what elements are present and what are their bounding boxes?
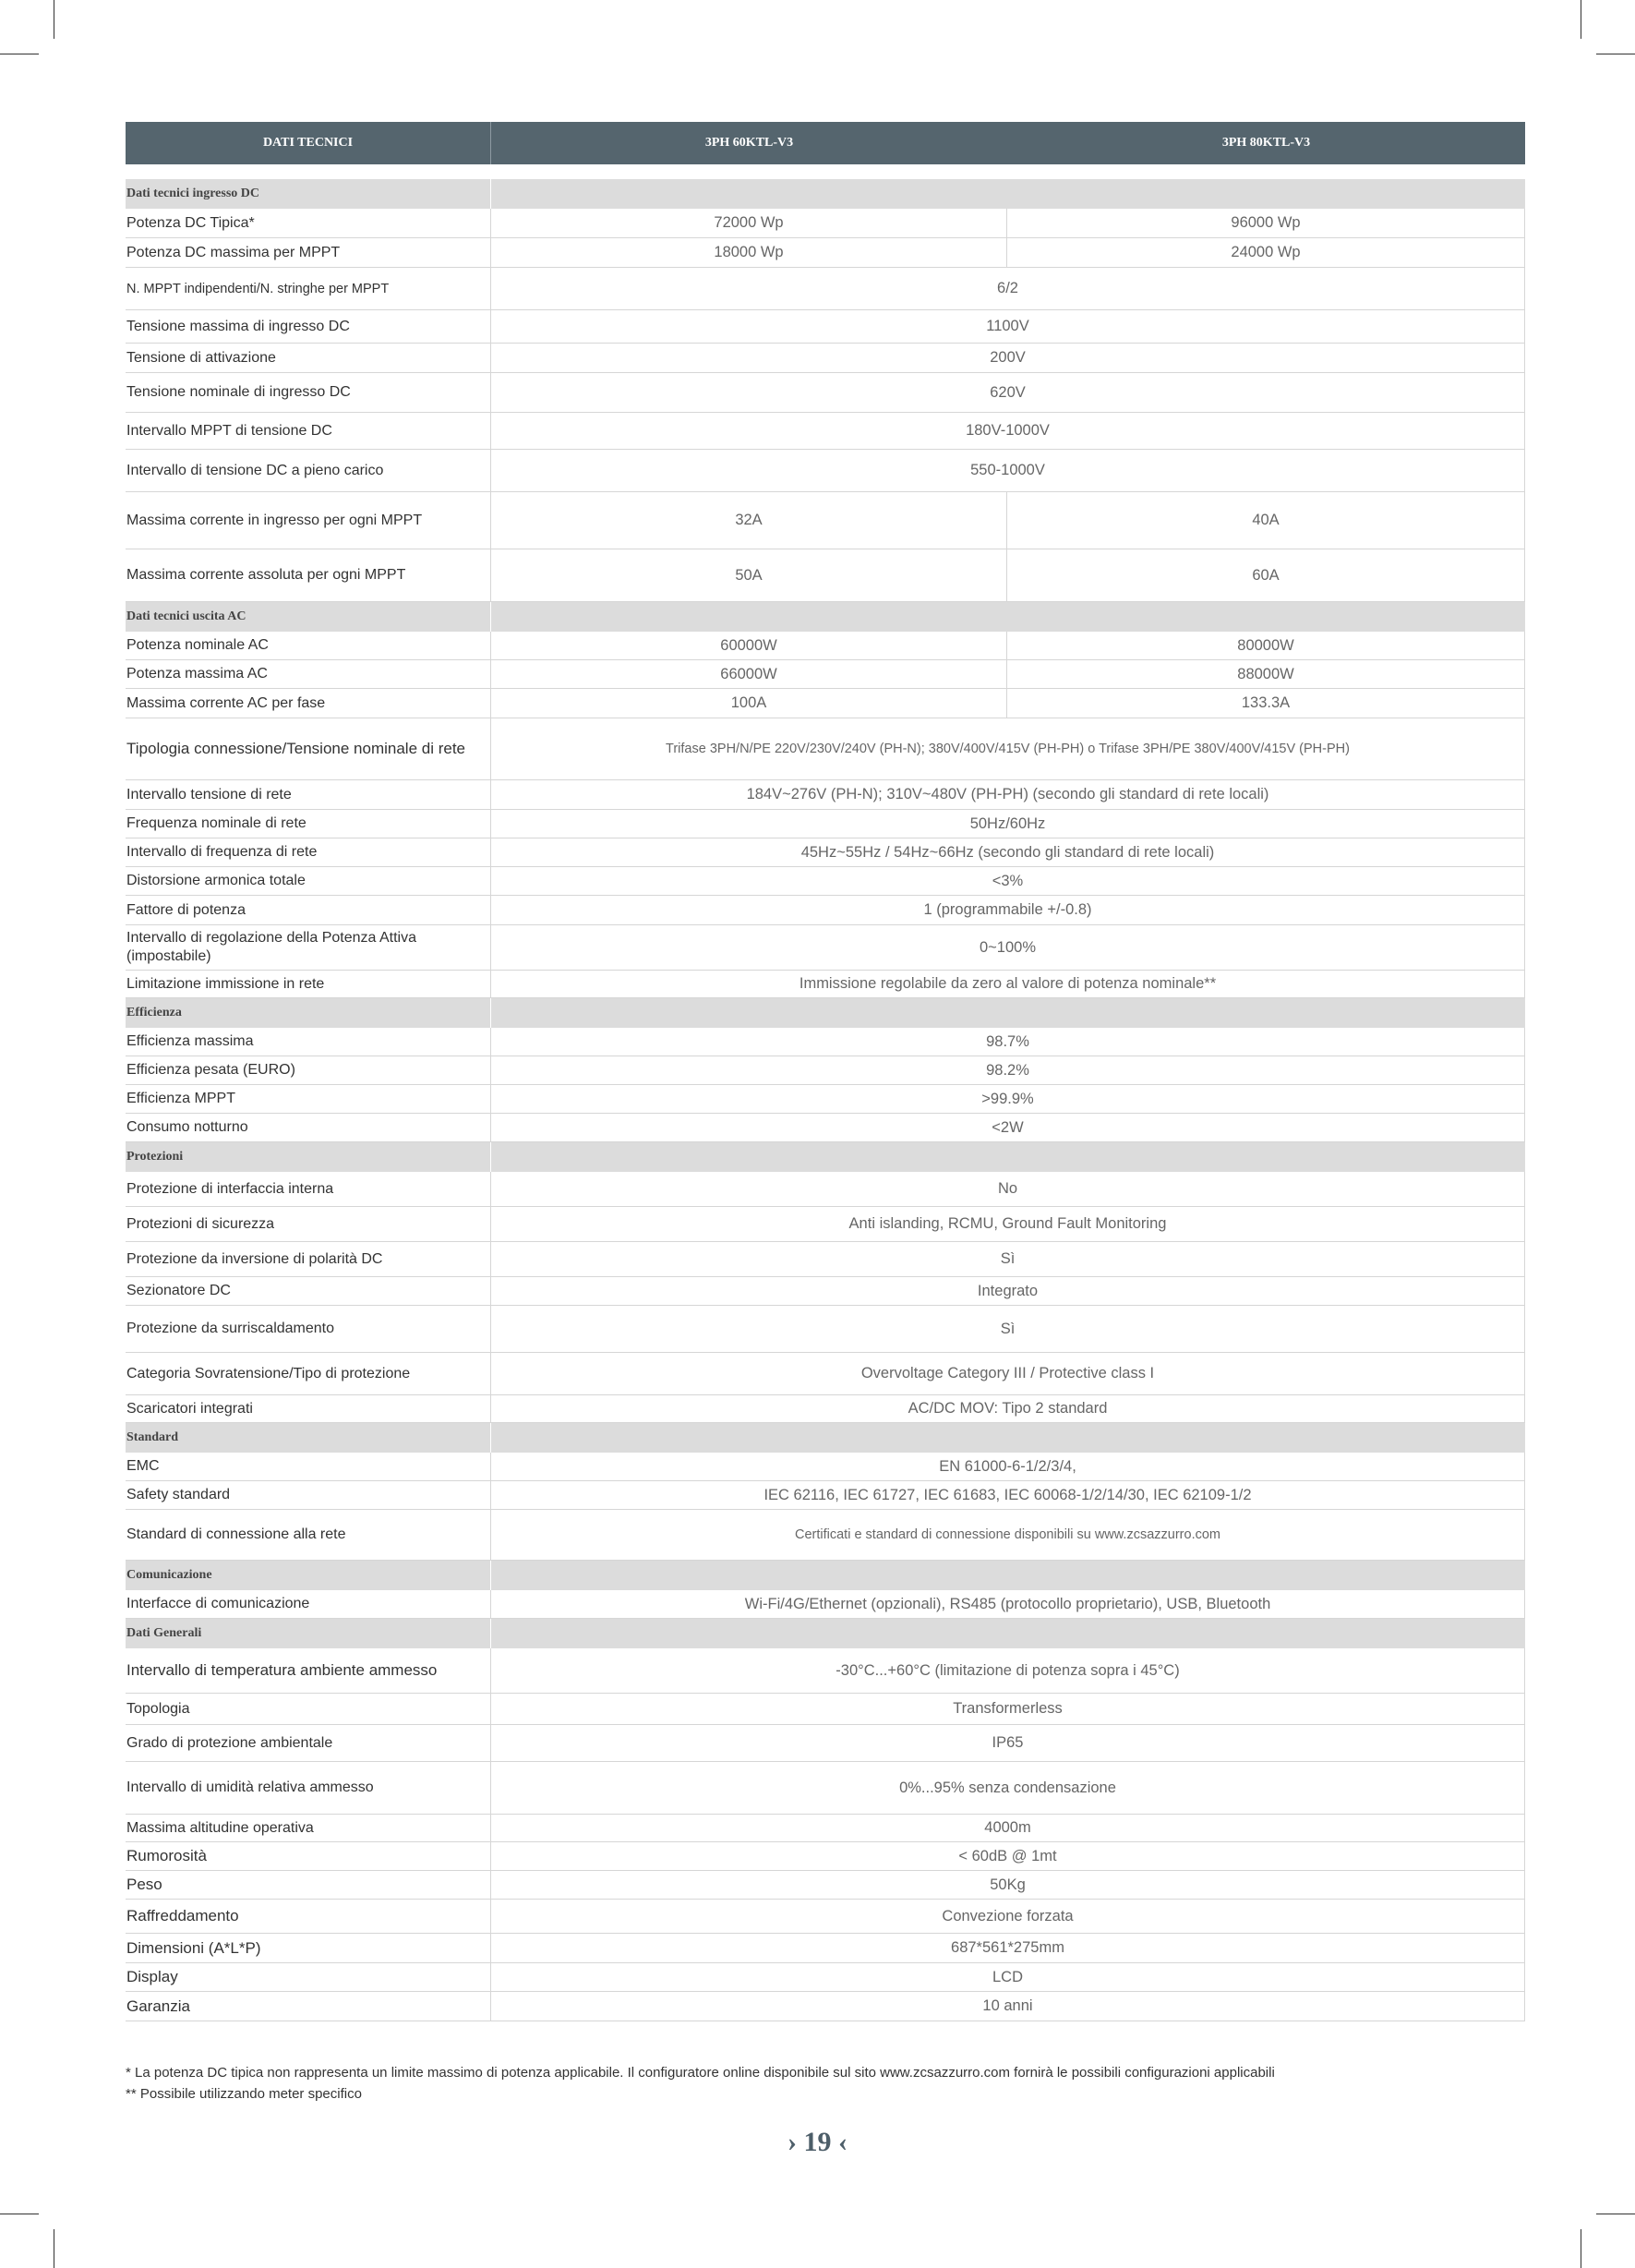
row-label: Protezioni di sicurezza <box>126 1207 490 1242</box>
table-row <box>126 1453 1525 1481</box>
row-value: Wi-Fi/4G/Ethernet (opzionali), RS485 (protocollo proprietario), USB, Bluetooth <box>490 1590 1525 1619</box>
table-row <box>126 268 1525 310</box>
spec-table <box>126 122 1525 2021</box>
table-row <box>126 413 1525 450</box>
row-value: 1 (programmabile +/-0.8) <box>490 896 1525 925</box>
table-row <box>126 1842 1525 1871</box>
section-dc <box>126 179 1525 209</box>
row-label: Display <box>126 1963 490 1992</box>
row-label: Tensione di attivazione <box>126 344 490 373</box>
row-label: Massima corrente in ingresso per ogni MPPT <box>126 492 490 549</box>
row-label: Categoria Sovratensione/Tipo di protezione <box>126 1353 490 1395</box>
row-label: Massima corrente AC per fase <box>126 689 490 718</box>
table-row <box>126 1395 1525 1423</box>
table-row <box>126 1934 1525 1963</box>
row-label: Potenza DC massima per MPPT <box>126 238 490 268</box>
section-ac <box>126 602 1525 632</box>
table-row <box>126 1694 1525 1725</box>
row-value: 133.3A <box>1007 689 1525 718</box>
row-label: Protezione da surriscaldamento <box>126 1306 490 1353</box>
table-row <box>126 1028 1525 1056</box>
page-number: › 19 ‹ <box>787 2127 848 2157</box>
table-row <box>126 549 1525 602</box>
row-label: Potenza nominale AC <box>126 632 490 660</box>
row-value: IP65 <box>490 1725 1525 1762</box>
row-value: 98.2% <box>490 1056 1525 1085</box>
row-label: Peso <box>126 1871 490 1900</box>
row-value: 45Hz~55Hz / 54Hz~66Hz (secondo gli standard di rete locali) <box>490 838 1525 867</box>
section-fill <box>490 179 1525 209</box>
row-value: 620V <box>490 373 1525 413</box>
row-label: Limitazione immissione in rete <box>126 971 490 998</box>
row-label: Intervallo MPPT di tensione DC <box>126 413 490 450</box>
row-value: 88000W <box>1007 660 1525 689</box>
table-row <box>126 1114 1525 1142</box>
section-title: Dati tecnici uscita AC <box>126 609 246 623</box>
row-label: Protezione da inversione di polarità DC <box>126 1242 490 1277</box>
row-value: 200V <box>490 344 1525 373</box>
table-row <box>126 689 1525 718</box>
row-label: Intervallo di tensione DC a pieno carico <box>126 450 490 492</box>
table-row <box>126 780 1525 810</box>
table-row <box>126 1172 1525 1207</box>
section-efficienza <box>126 998 1525 1028</box>
row-value: AC/DC MOV: Tipo 2 standard <box>490 1395 1525 1423</box>
footnote-1: * La potenza DC tipica non rappresenta un limite massimo di potenza applicabile. Il configuratore online disponibile sul sito www.zcsazzurro.com fornirà le possibili configurazioni applicabili <box>126 2065 1275 2081</box>
row-value: 6/2 <box>490 268 1525 310</box>
row-value: < 60dB @ 1mt <box>490 1842 1525 1871</box>
table-row <box>126 838 1525 867</box>
section-dati-generali <box>126 1619 1525 1648</box>
row-label: Efficienza MPPT <box>126 1085 490 1114</box>
table-row <box>126 1900 1525 1934</box>
row-label: Intervallo di regolazione della Potenza Attiva (impostabile) <box>126 925 490 971</box>
row-value: 50Hz/60Hz <box>490 810 1525 838</box>
section-standard <box>126 1423 1525 1453</box>
row-label: Dimensioni (A*L*P) <box>126 1934 490 1963</box>
section-title: Dati Generali <box>126 1626 202 1640</box>
table-row <box>126 1815 1525 1842</box>
footnotes <box>126 2062 1275 2105</box>
table-row <box>126 1242 1525 1277</box>
row-value: Overvoltage Category III / Protective class I <box>490 1353 1525 1395</box>
table-row <box>126 209 1525 238</box>
section-fill <box>490 1561 1525 1590</box>
row-value: 40A <box>1007 492 1525 549</box>
row-value: 4000m <box>490 1815 1525 1842</box>
header-model-b: 3PH 80KTL-V3 <box>1221 136 1311 150</box>
row-label: Fattore di potenza <box>126 896 490 925</box>
row-value: 184V~276V (PH-N); 310V~480V (PH-PH) (secondo gli standard di rete locali) <box>490 780 1525 810</box>
row-label: Efficienza pesata (EURO) <box>126 1056 490 1085</box>
row-value: 50A <box>490 549 1007 602</box>
row-label: Potenza massima AC <box>126 660 490 689</box>
row-value: 550-1000V <box>490 450 1525 492</box>
row-value: LCD <box>490 1963 1525 1992</box>
section-title: Standard <box>126 1430 179 1444</box>
row-value: 60A <box>1007 549 1525 602</box>
row-value: 18000 Wp <box>490 238 1007 268</box>
row-value: 96000 Wp <box>1007 209 1525 238</box>
section-protezioni <box>126 1142 1525 1172</box>
header-model-a: 3PH 60KTL-V3 <box>490 122 1007 164</box>
row-value: Sì <box>490 1306 1525 1353</box>
row-value: 60000W <box>490 632 1007 660</box>
row-label: Grado di protezione ambientale <box>126 1725 490 1762</box>
row-label: Efficienza massima <box>126 1028 490 1056</box>
table-row <box>126 1590 1525 1619</box>
table-row <box>126 632 1525 660</box>
row-value: 0%...95% senza condensazione <box>490 1762 1525 1815</box>
row-value: 98.7% <box>490 1028 1525 1056</box>
row-label: Garanzia <box>126 1992 490 2021</box>
row-value: IEC 62116, IEC 61727, IEC 61683, IEC 60068-1/2/14/30, IEC 62109-1/2 <box>490 1481 1525 1510</box>
row-value: No <box>490 1172 1525 1207</box>
table-row <box>126 310 1525 344</box>
section-title: Comunicazione <box>126 1568 212 1582</box>
row-label: Topologia <box>126 1694 490 1725</box>
table-header <box>126 122 1525 164</box>
row-value: 72000 Wp <box>490 209 1007 238</box>
row-label: Safety standard <box>126 1481 490 1510</box>
row-value: 180V-1000V <box>490 413 1525 450</box>
row-label: Intervallo di umidità relativa ammesso <box>126 1762 490 1815</box>
table-row <box>126 1648 1525 1694</box>
table-row <box>126 1085 1525 1114</box>
table-row <box>126 810 1525 838</box>
table-row <box>126 1481 1525 1510</box>
row-value: 50Kg <box>490 1871 1525 1900</box>
table-row <box>126 1353 1525 1395</box>
table-row <box>126 1762 1525 1815</box>
row-value: <2W <box>490 1114 1525 1142</box>
row-value: Trifase 3PH/N/PE 220V/230V/240V (PH-N); 380V/400V/415V (PH-PH) o Trifase 3PH/PE 380V/400V/415V (PH-PH) <box>490 718 1525 780</box>
section-fill <box>490 602 1525 632</box>
row-label: Frequenza nominale di rete <box>126 810 490 838</box>
section-fill <box>490 1619 1525 1648</box>
row-label: Intervallo di frequenza di rete <box>126 838 490 867</box>
section-comunicazione <box>126 1561 1525 1590</box>
table-row <box>126 718 1525 780</box>
row-label: Consumo notturno <box>126 1114 490 1142</box>
row-label: Massima altitudine operativa <box>126 1815 490 1842</box>
row-value: Transformerless <box>490 1694 1525 1725</box>
row-label: Intervallo tensione di rete <box>126 780 490 810</box>
row-label: Massima corrente assoluta per ogni MPPT <box>126 549 490 602</box>
table-row <box>126 660 1525 689</box>
table-row <box>126 1056 1525 1085</box>
table-row <box>126 344 1525 373</box>
row-value: Sì <box>490 1242 1525 1277</box>
header-label: DATI TECNICI <box>262 136 354 150</box>
row-label: Distorsione armonica totale <box>126 867 490 896</box>
row-label: Intervallo di temperatura ambiente ammesso <box>126 1648 490 1694</box>
table-row <box>126 1207 1525 1242</box>
table-row <box>126 1510 1525 1561</box>
row-value: Integrato <box>490 1277 1525 1306</box>
table-row <box>126 1277 1525 1306</box>
row-value: 66000W <box>490 660 1007 689</box>
row-value: 0~100% <box>490 925 1525 971</box>
table-row <box>126 238 1525 268</box>
table-row <box>126 1306 1525 1353</box>
row-value: >99.9% <box>490 1085 1525 1114</box>
row-label: EMC <box>126 1453 490 1481</box>
table-row <box>126 1871 1525 1900</box>
table-row <box>126 896 1525 925</box>
section-title: Efficienza <box>126 1006 182 1019</box>
row-label: Protezione di interfaccia interna <box>126 1172 490 1207</box>
row-value: <3% <box>490 867 1525 896</box>
row-value: 80000W <box>1007 632 1525 660</box>
row-value: -30°C...+60°C (limitazione di potenza sopra i 45°C) <box>490 1648 1525 1694</box>
row-value: 10 anni <box>490 1992 1525 2021</box>
row-label: Rumorosità <box>126 1842 490 1871</box>
table-row <box>126 1963 1525 1992</box>
table-row <box>126 867 1525 896</box>
row-value: Anti islanding, RCMU, Ground Fault Monitoring <box>490 1207 1525 1242</box>
footnote-2: ** Possibile utilizzando meter specifico <box>126 2086 362 2102</box>
table-row <box>126 925 1525 971</box>
row-label: Tensione nominale di ingresso DC <box>126 373 490 413</box>
row-value: 1100V <box>490 310 1525 344</box>
row-value: 24000 Wp <box>1007 238 1525 268</box>
row-value: 100A <box>490 689 1007 718</box>
row-label: Sezionatore DC <box>126 1277 490 1306</box>
section-title: Dati tecnici ingresso DC <box>126 187 259 200</box>
row-label: Standard di connessione alla rete <box>126 1510 490 1561</box>
row-label: Potenza DC Tipica* <box>126 209 490 238</box>
section-fill <box>490 1423 1525 1453</box>
row-value: 32A <box>490 492 1007 549</box>
section-title: Protezioni <box>126 1150 184 1164</box>
row-label: Scaricatori integrati <box>126 1395 490 1423</box>
row-label: Raffreddamento <box>126 1900 490 1934</box>
table-row <box>126 1725 1525 1762</box>
row-value: Certificati e standard di connessione disponibili su www.zcsazzurro.com <box>490 1510 1525 1561</box>
section-fill <box>490 1142 1525 1172</box>
row-label: N. MPPT indipendenti/N. stringhe per MPPT <box>126 268 490 310</box>
row-value: EN 61000-6-1/2/3/4, <box>490 1453 1525 1481</box>
row-value: 687*561*275mm <box>490 1934 1525 1963</box>
row-value: Immissione regolabile da zero al valore di potenza nominale** <box>490 971 1525 998</box>
table-row <box>126 971 1525 998</box>
table-row <box>126 492 1525 549</box>
table-row <box>126 373 1525 413</box>
row-value: Convezione forzata <box>490 1900 1525 1934</box>
section-fill <box>490 998 1525 1028</box>
row-label: Tensione massima di ingresso DC <box>126 310 490 344</box>
row-label: Interfacce di comunicazione <box>126 1590 490 1619</box>
table-row <box>126 450 1525 492</box>
table-row <box>126 1992 1525 2021</box>
row-label: Tipologia connessione/Tensione nominale di rete <box>126 718 490 780</box>
